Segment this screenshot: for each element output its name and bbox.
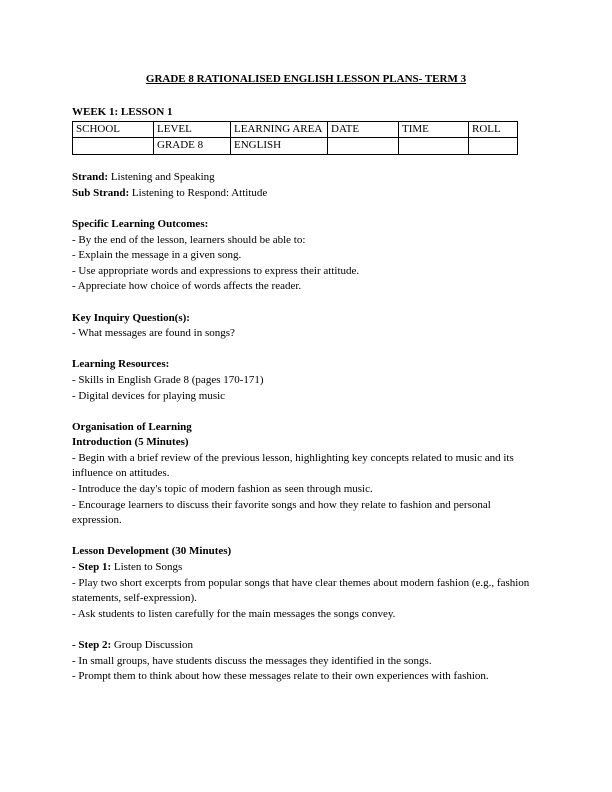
inquiry-heading: Key Inquiry Question(s):	[72, 311, 190, 324]
strand-value: Listening and Speaking	[108, 171, 215, 184]
list-item: - Introduce the day's topic of modern fashion as seen through music.	[72, 483, 373, 496]
lesson-info-table	[72, 121, 518, 155]
lesson-content	[72, 105, 542, 685]
list-item: - Play two short excerpts from popular songs that have clear themes about modern fashion (e.g., fashion statements, self-expression).	[72, 576, 530, 605]
list-item: - What messages are found in songs?	[72, 327, 235, 340]
organisation-section	[72, 420, 542, 529]
table-cell-date	[328, 138, 399, 155]
list-item: - By the end of the lesson, learners should be able to:	[72, 233, 306, 246]
list-item: - Encourage learners to discuss their favorite songs and how they relate to fashion and personal expression.	[72, 498, 491, 527]
table-cell-learning-area: ENGLISH	[231, 138, 328, 155]
table-cell-level: GRADE 8	[154, 138, 231, 155]
development-heading: Lesson Development (30 Minutes)	[72, 545, 232, 558]
table-header-date: DATE	[328, 121, 399, 138]
sub-strand-line	[72, 186, 542, 202]
sub-strand-label: Sub Strand:	[72, 186, 130, 199]
table-header-school: SCHOOL	[73, 121, 154, 138]
step2-section	[72, 638, 542, 685]
table-cell-roll	[469, 138, 518, 155]
step1-label: - Step 1:	[72, 561, 112, 574]
inquiry-section	[72, 311, 542, 342]
strand-section	[72, 170, 542, 201]
step2-label: - Step 2:	[72, 639, 112, 651]
table-cell-time	[399, 138, 469, 155]
list-item: - Skills in English Grade 8 (pages 170-171)	[72, 373, 264, 386]
step1-title: Listen to Songs	[111, 561, 183, 574]
step2-title: Group Discussion	[111, 639, 193, 651]
strand-line	[72, 170, 542, 186]
table-header-learning-area: LEARNING AREA	[231, 121, 328, 138]
list-item: - In small groups, have students discuss the messages they identified in the songs.	[72, 654, 432, 667]
strand-label: Strand:	[72, 171, 109, 184]
list-item: - Appreciate how choice of words affects the reader.	[72, 280, 302, 293]
resources-section	[72, 357, 542, 404]
development-section	[72, 544, 542, 622]
list-item: - Begin with a brief review of the previous lesson, highlighting key concepts related to music and its influence on attitudes.	[72, 451, 514, 480]
step2-line	[72, 638, 542, 654]
list-item: - Ask students to listen carefully for the main messages the songs convey.	[72, 607, 396, 620]
organisation-heading: Organisation of Learning	[72, 420, 192, 433]
table-header-level: LEVEL	[154, 121, 231, 138]
table-header-roll: ROLL	[469, 121, 518, 138]
step1-line	[72, 560, 542, 576]
sub-strand-value: Listening to Respond: Attitude	[129, 186, 268, 199]
list-item: - Prompt them to think about how these messages relate to their own experiences with fashion.	[72, 670, 489, 683]
list-item: - Use appropriate words and expressions to express their attitude.	[72, 264, 360, 277]
list-item: - Explain the message in a given song.	[72, 249, 242, 262]
table-header-time: TIME	[399, 121, 469, 138]
document-title: GRADE 8 RATIONALISED ENGLISH LESSON PLANS- TERM 3	[145, 73, 467, 85]
outcomes-section	[72, 217, 542, 295]
table-cell-school	[73, 138, 154, 155]
table-row	[73, 138, 518, 155]
resources-heading: Learning Resources:	[72, 358, 170, 371]
outcomes-heading: Specific Learning Outcomes:	[72, 217, 209, 230]
table-header-row	[73, 121, 518, 138]
list-item: - Digital devices for playing music	[72, 389, 226, 402]
introduction-heading: Introduction (5 Minutes)	[72, 436, 189, 449]
week-heading: WEEK 1: LESSON 1	[72, 106, 173, 118]
